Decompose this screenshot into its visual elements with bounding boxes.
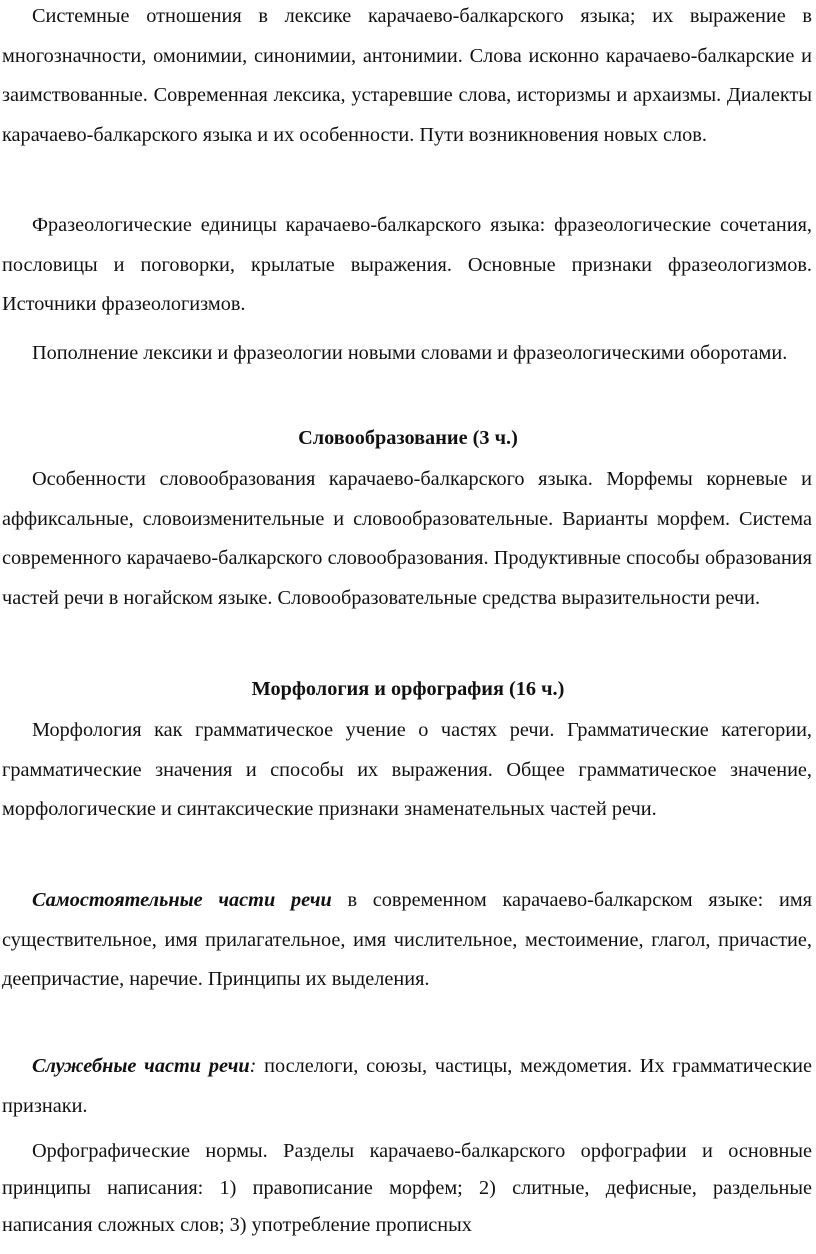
independent-parts-term: Самостоятельные части речи: [32, 889, 332, 911]
paragraph-lexical-relations: Системные отношения в лексике карачаево-балкарского языка; их выражение в многозначности, омонимии, синонимии, антонимии. Слова исконно карачаево-балкарские и заимствованные. Современная лексика, устаревшие слова, историзмы и архаизмы. Диалекты карачаево-балкарского языка и их особенности. Пути возникновения новых слов.: [2, 5, 812, 146]
heading-word-formation: Словообразование (3 ч.): [298, 427, 518, 449]
heading-morphology-orthography: Морфология и орфография (16 ч.): [251, 678, 565, 700]
paragraph-morphology-intro: Морфология как грамматическое учение о частях речи. Грамматические категории, грамматические значения и способы их выражения. Общее грамматическое значение, морфологические и синтаксические признаки знаменательных частей речи.: [2, 719, 812, 821]
auxiliary-parts-text: послелоги, союзы, частицы, междометия. Их грамматические признаки.: [2, 1055, 812, 1117]
paragraph-phraseological-units: Фразеологические единицы карачаево-балкарского языка: фразеологические сочетания, пословицы и поговорки, крылатые выражения. Основные признаки фразеологизмов. Источники фразеологизмов.: [2, 214, 812, 316]
paragraph-independent-parts: [2, 881, 812, 1000]
paragraph-word-formation: Особенности словообразования карачаево-балкарского языка. Морфемы корневые и аффиксальные, словоизменительные и словообразовательные. Варианты морфем. Система современного карачаево-балкарского словообразования. Продуктивные способы образования частей речи в ногайском языке. Словообразовательные средства выразительности речи.: [2, 468, 812, 609]
independent-parts-text: в современном карачаево-балкарском языке: имя существительное, имя прилагательное, имя числительное, местоимение, глагол, причастие, деепричастие, наречие. Принципы их выделения.: [2, 889, 812, 991]
auxiliary-parts-colon: :: [249, 1055, 257, 1077]
paragraph-auxiliary-parts: [2, 1047, 812, 1126]
auxiliary-parts-term: Служебные части речи: [32, 1055, 250, 1077]
paragraph-vocabulary-enrichment: Пополнение лексики и фразеологии новыми словами и фразеологическими оборотами.: [32, 342, 788, 364]
paragraph-orthographic-norms: Орфографические нормы. Разделы карачаево-балкарского орфографии и основные принципы написания: 1) правописание морфем; 2) слитные, дефисные, раздельные написания сложных слов; 3) употребление прописных: [2, 1140, 812, 1236]
